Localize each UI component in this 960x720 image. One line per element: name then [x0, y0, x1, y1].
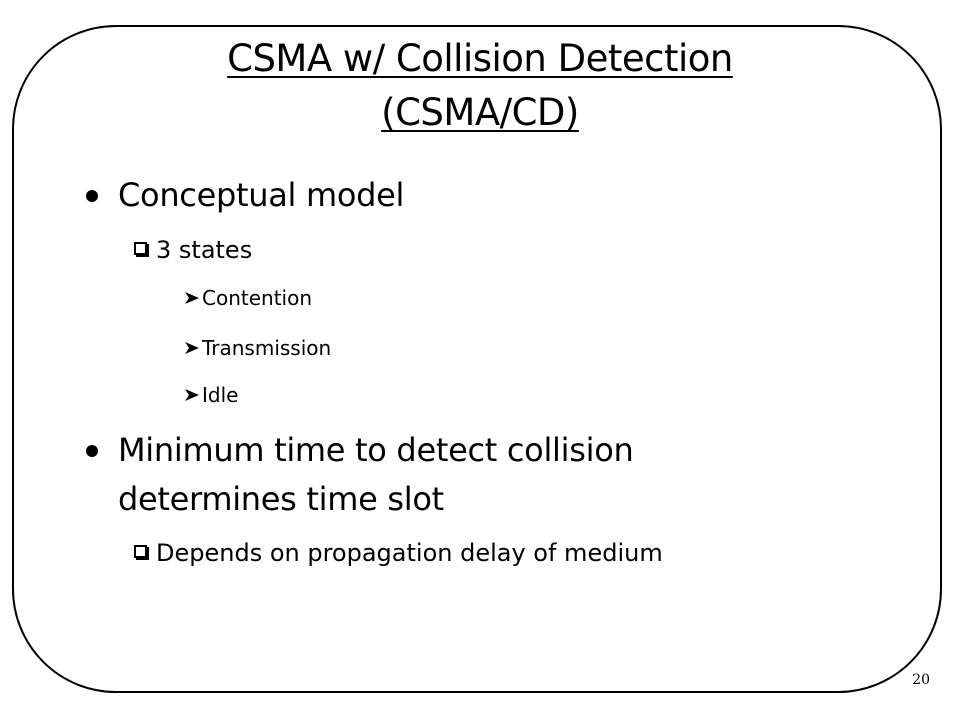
state-idle: Idle: [202, 383, 239, 407]
title-line-2: (CSMA/CD): [381, 91, 579, 134]
sub-bullet-propagation-delay: Depends on propagation delay of medium: [156, 539, 663, 567]
round-bullet-icon: [86, 445, 98, 457]
bullet-conceptual-model: Conceptual model: [118, 176, 405, 214]
square-bullet-icon: [134, 545, 147, 558]
title-line-1: CSMA w/ Collision Detection: [227, 37, 733, 80]
bullet-minimum-time-line-1: Minimum time to detect collision: [118, 431, 634, 469]
state-contention: Contention: [202, 286, 313, 310]
sub-bullet-3-states: 3 states: [156, 236, 253, 264]
arrow-bullet-icon: [184, 388, 200, 402]
state-transmission: Transmission: [202, 336, 332, 360]
page-number: 20: [912, 672, 930, 688]
round-bullet-icon: [86, 190, 98, 202]
arrow-bullet-icon: [184, 341, 200, 355]
bullet-minimum-time-line-2: determines time slot: [118, 480, 444, 518]
slide-title: [60, 32, 900, 140]
arrow-bullet-icon: [184, 291, 200, 305]
square-bullet-icon: [134, 242, 147, 255]
